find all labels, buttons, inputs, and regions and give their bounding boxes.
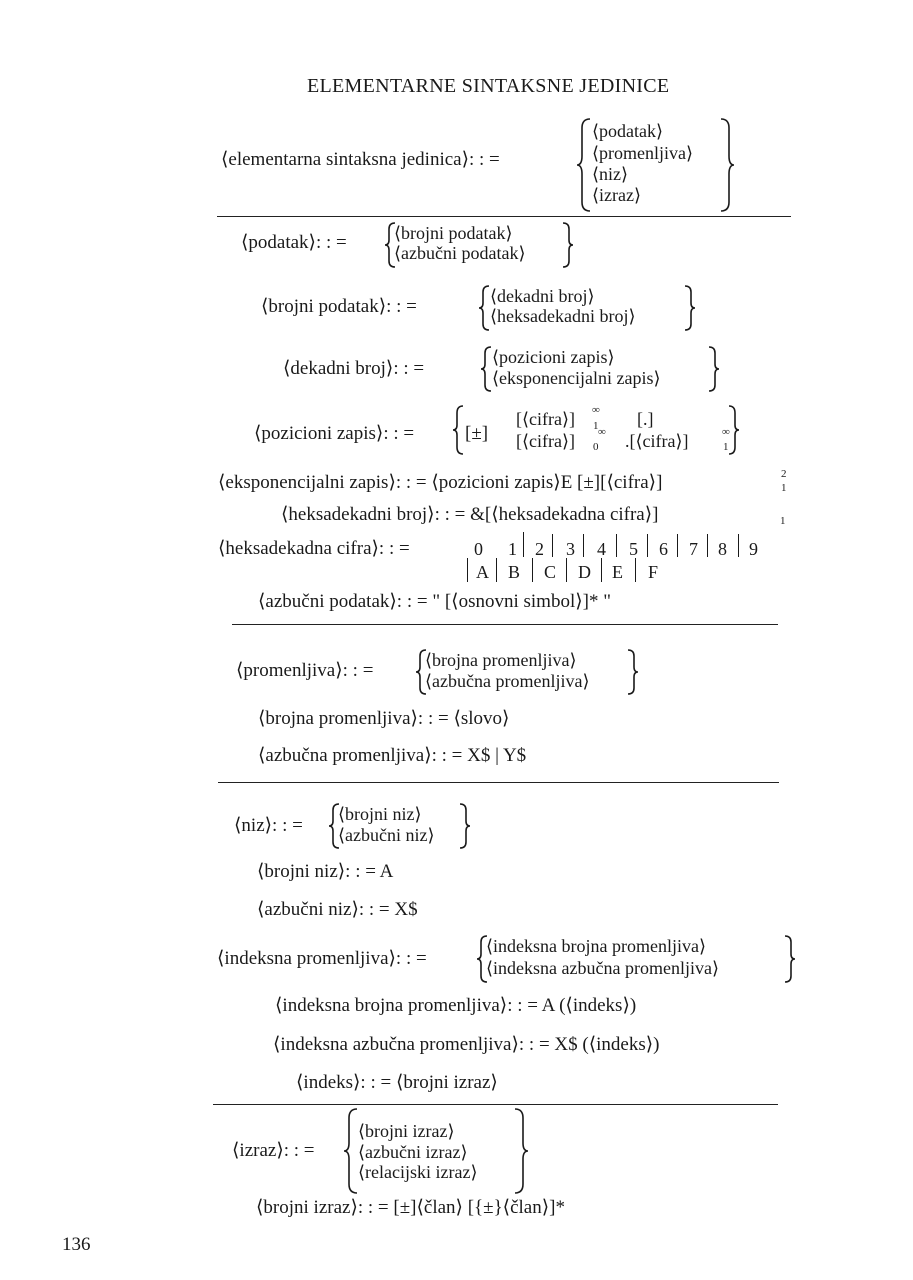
rule-option: ⟨relacijski izraz⟩ <box>358 1162 478 1182</box>
separator <box>496 558 497 582</box>
rule-option: ⟨pozicioni zapis⟩ <box>492 347 615 367</box>
rule-option: ⟨izraz⟩ <box>592 185 642 205</box>
hex-letter: C <box>544 562 557 582</box>
left-brace-icon <box>452 405 464 455</box>
rule-option: ⟨brojni niz⟩ <box>338 804 422 824</box>
section-divider <box>217 216 791 217</box>
hex-letter: E <box>612 562 623 582</box>
cifra-group: [⟨cifra⟩] <box>516 431 576 451</box>
rule-option: ⟨brojni podatak⟩ <box>394 223 513 243</box>
rule-lhs: ⟨izraz⟩: : = <box>232 1140 315 1161</box>
rule-option: ⟨niz⟩ <box>592 164 629 184</box>
rule-option: ⟨indeksna brojna promenljiva⟩ <box>486 936 706 956</box>
right-brace-icon <box>708 346 720 392</box>
superscript: ∞ <box>598 426 606 438</box>
rule-option: ⟨azbučni podatak⟩ <box>394 243 526 263</box>
rule-option: ⟨azbučni niz⟩ <box>338 825 435 845</box>
separator <box>635 558 636 582</box>
rule-azbucni-podatak: ⟨azbučni podatak⟩: : = " [⟨osnovni simbol⟩]* " <box>258 591 611 612</box>
separator <box>601 558 602 582</box>
separator <box>532 558 533 582</box>
right-brace-icon <box>627 649 639 695</box>
digit: 5 <box>629 539 638 559</box>
rule-option: ⟨azbučni izraz⟩ <box>358 1142 468 1162</box>
subscript: 1 <box>593 420 599 432</box>
separator <box>677 534 678 557</box>
digit: 1 <box>508 539 517 559</box>
rule-brojni-izraz: ⟨brojni izraz⟩: : = [±]⟨član⟩ [{±}⟨član⟩]* <box>256 1197 565 1218</box>
rule-text: ⟨heksadekadni broj⟩: : = &[⟨heksadekadna cifra⟩] <box>281 504 659 525</box>
separator <box>566 558 567 582</box>
subscript: 1 <box>780 515 786 527</box>
separator <box>552 534 553 557</box>
separator <box>523 532 524 557</box>
rule-option: ⟨brojni izraz⟩ <box>358 1121 455 1141</box>
left-brace-icon <box>576 118 592 212</box>
rule-brojna-promenljiva: ⟨brojna promenljiva⟩: : = ⟨slovo⟩ <box>258 708 510 729</box>
rule-lhs: ⟨dekadni broj⟩: : = <box>283 358 425 379</box>
subscript: 0 <box>593 441 599 453</box>
separator <box>647 534 648 557</box>
digit: 7 <box>689 539 698 559</box>
sign-option: [±] <box>465 423 489 444</box>
rule-lhs: ⟨niz⟩: : = <box>234 815 303 836</box>
separator <box>467 558 468 582</box>
page-title: ELEMENTARNE SINTAKSNE JEDINICE <box>307 75 670 97</box>
left-brace-icon <box>478 285 490 331</box>
hex-letter: F <box>648 562 659 582</box>
digit: 6 <box>659 539 668 559</box>
superscript: ∞ <box>592 404 600 416</box>
rule-lhs: ⟨brojni podatak⟩: : = <box>261 296 417 317</box>
section-divider <box>218 782 779 783</box>
rule-text: ⟨eksponencijalni zapis⟩: : = ⟨pozicioni zapis⟩E [±][⟨cifra⟩] <box>218 472 663 493</box>
right-brace-icon <box>514 1108 530 1194</box>
hex-letter: D <box>578 562 591 582</box>
rule-azbucna-promenljiva: ⟨azbučna promenljiva⟩: : = X$ | Y$ <box>258 745 527 766</box>
separator <box>738 534 739 557</box>
rule-lhs: ⟨indeksna promenljiva⟩: : = <box>217 948 427 969</box>
rule-option: ⟨indeksna azbučna promenljiva⟩ <box>486 958 719 978</box>
right-brace-icon <box>720 118 736 212</box>
left-brace-icon <box>480 346 492 392</box>
rule-option: ⟨heksadekadni broj⟩ <box>490 306 636 326</box>
right-brace-icon <box>562 222 574 268</box>
hex-letter: A <box>476 562 489 582</box>
section-divider <box>213 1104 778 1105</box>
right-brace-icon <box>784 935 796 983</box>
rule-indeksna-brojna: ⟨indeksna brojna promenljiva⟩: : = A (⟨indeks⟩) <box>275 995 637 1016</box>
page-number: 136 <box>62 1234 91 1255</box>
rule-option: ⟨dekadni broj⟩ <box>490 286 595 306</box>
digit: 2 <box>535 539 544 559</box>
right-brace-icon <box>684 285 696 331</box>
digit: 9 <box>749 539 758 559</box>
rule-option: ⟨eksponencijalni zapis⟩ <box>492 368 661 388</box>
superscript: 2 <box>781 468 787 480</box>
subscript: 1 <box>723 441 729 453</box>
rule-lhs: ⟨heksadekadna cifra⟩: : = <box>218 538 410 559</box>
right-brace-icon <box>459 803 471 849</box>
fraction-cifra-group: .[⟨cifra⟩] <box>625 431 689 451</box>
digit: 3 <box>566 539 575 559</box>
rule-indeksna-azbucna: ⟨indeksna azbučna promenljiva⟩: : = X$ (⟨indeks⟩) <box>273 1034 660 1055</box>
rule-brojni-niz: ⟨brojni niz⟩: : = A <box>257 861 394 882</box>
rule-option: ⟨azbučna promenljiva⟩ <box>425 671 590 691</box>
rule-indeks: ⟨indeks⟩: : = ⟨brojni izraz⟩ <box>296 1072 498 1093</box>
subscript: 1 <box>781 482 787 494</box>
rule-lhs: ⟨promenljiva⟩: : = <box>236 660 374 681</box>
hex-letter: B <box>508 562 521 582</box>
digit: 8 <box>718 539 727 559</box>
separator <box>616 534 617 557</box>
right-brace-icon <box>728 405 740 455</box>
superscript: ∞ <box>722 426 730 438</box>
digit: 0 <box>474 539 483 559</box>
rule-azbucni-niz: ⟨azbučni niz⟩: : = X$ <box>257 899 418 920</box>
rule-option: ⟨podatak⟩ <box>592 121 664 141</box>
left-brace-icon <box>343 1108 359 1194</box>
decimal-point-option: [.] <box>637 409 654 429</box>
separator <box>583 534 584 557</box>
rule-option: ⟨promenljiva⟩ <box>592 143 694 163</box>
rule-lhs: ⟨podatak⟩: : = <box>241 232 347 253</box>
digit: 4 <box>597 539 606 559</box>
rule-lhs: ⟨pozicioni zapis⟩: : = <box>254 423 415 444</box>
rule-lhs: ⟨elementarna sintaksna jedinica⟩: : = <box>221 149 500 170</box>
rule-option: ⟨brojna promenljiva⟩ <box>425 650 577 670</box>
section-divider <box>232 624 778 625</box>
cifra-group: [⟨cifra⟩] <box>516 409 576 429</box>
separator <box>707 534 708 557</box>
